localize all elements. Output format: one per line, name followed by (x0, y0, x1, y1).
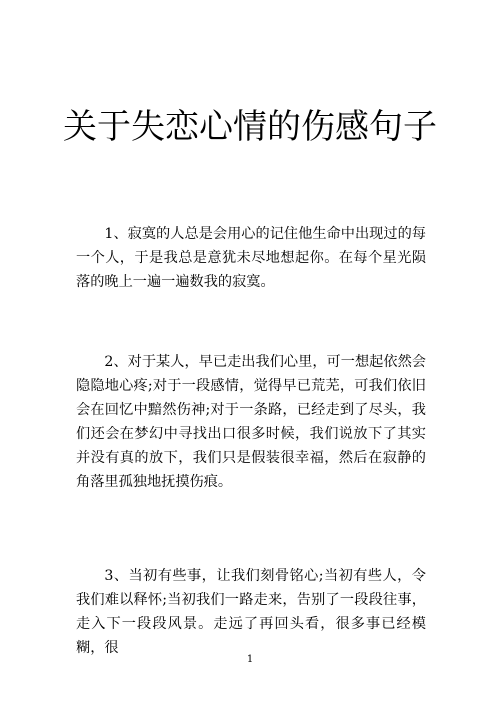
page-number: 1 (246, 654, 254, 665)
document-title: 关于失恋心情的伤感句子 (63, 106, 437, 147)
paragraph-3: 3、当初有些事，让我们刻骨铭心;当初有些人，令我们难以释怀;当初我们一路走来，告别了一段段往事，走入下一段段风景。走远了再回头看，很多事已经模糊，很 (76, 568, 426, 656)
paragraph-2: 2、对于某人，早已走出我们心里，可一想起依然会隐隐地心疼;对于一段感情，觉得早已荒芜，可我们依旧会在回忆中黯然伤神;对于一条路，已经走到了尽头，我们还会在梦幻中寻找出口很多时候，我们说放下了其实并没有真的放下，我们只是假装很幸福，然后在寂静的角落里孤独地抚摸伤痕。 (76, 354, 426, 490)
paragraph-1: 1、寂寞的人总是会用心的记住他生命中出现过的每一个人，于是我总是意犹未尽地想起你。在每个星光陨落的晚上一遍一遍数我的寂寞。 (76, 226, 426, 290)
